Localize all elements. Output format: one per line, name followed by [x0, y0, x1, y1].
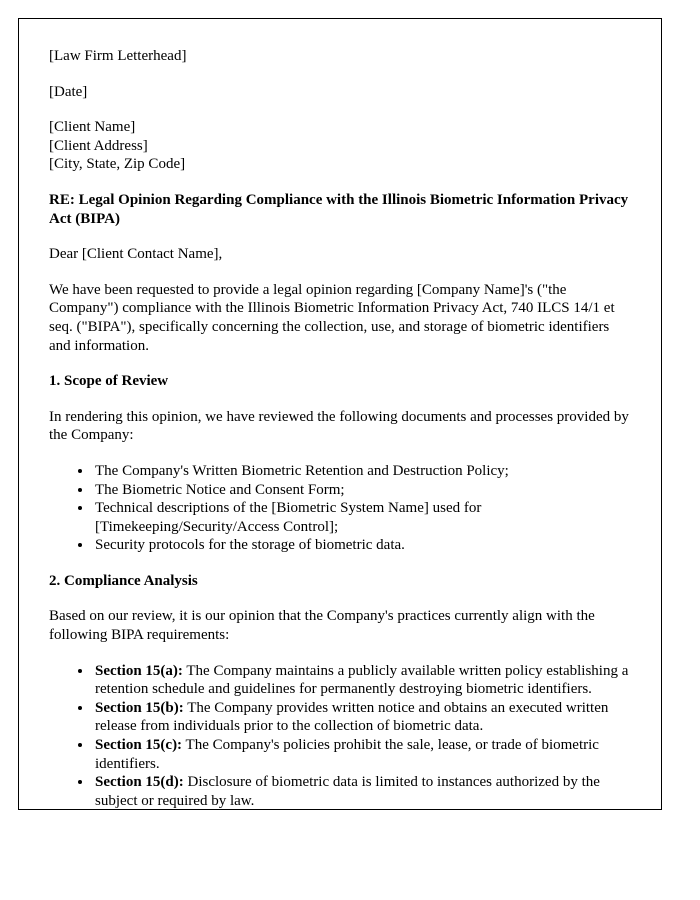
list-item [93, 736, 631, 773]
recipient-name: [Client Name] [49, 119, 136, 136]
intro-paragraph: We have been requested to provide a legal opinion regarding [Company Name]'s ("the Company") compliance with the Illinois Biometric Information Privacy Act, 740 ILCS 14/1 et seq. ("BIPA"), specifically concerning the collection, use, and storage of biometric identifiers and information. [49, 281, 615, 354]
list-item [93, 662, 631, 699]
salutation: Dear [Client Contact Name], [49, 246, 223, 263]
document-page [18, 18, 662, 810]
list-item: • The Company's Written Biometric Retention and Destruction Policy; [93, 462, 631, 481]
list-item [93, 773, 631, 810]
recipient-city-state-zip: [City, State, Zip Code] [49, 156, 186, 173]
letterhead-placeholder: [Law Firm Letterhead] [49, 48, 187, 64]
bullet-text: Disclosure of biometric data is limited to instances authorized by the subject or required by law. [95, 774, 600, 809]
section-2-lead: Based on our review, it is our opinion that the Company's practices currently align with the following BIPA requirements: [49, 608, 595, 644]
recipient-block [49, 118, 631, 174]
section-2-heading: 2. Compliance Analysis [49, 572, 198, 589]
date-placeholder: [Date] [49, 83, 88, 100]
bullet-text: The Company's policies prohibit the sale, lease, or trade of biometric identifiers. [95, 737, 599, 772]
bullet-term: Section 15(b): [95, 699, 184, 716]
bullet-text: The Company provides written notice and obtains an executed written release from individuals prior to the collection of biometric data. [95, 699, 609, 735]
subject-line: RE: Legal Opinion Regarding Compliance with the Illinois Biometric Information Privacy Act (BIPA) [49, 191, 629, 227]
section-1-lead: In rendering this opinion, we have reviewed the following documents and processes provided by the Company: [49, 408, 629, 444]
list-item: • The Biometric Notice and Consent Form; [93, 481, 631, 500]
scope-bullet-list [49, 462, 631, 555]
bullet-text: The Company maintains a publicly available written policy establishing a retention schedule and guidelines for permanently destroying biometric identifiers. [95, 662, 629, 698]
compliance-bullet-list [49, 662, 631, 810]
section-1-heading: 1. Scope of Review [49, 373, 169, 390]
bullet-term: Section 15(d): [95, 774, 184, 791]
recipient-address: [Client Address] [49, 137, 148, 154]
list-item: • Technical descriptions of the [Biometric System Name] used for [Timekeeping/Security/Access Control]; [93, 499, 631, 536]
bullet-term: Section 15(c): [95, 737, 183, 754]
list-item: • Security protocols for the storage of biometric data. [93, 536, 631, 555]
list-item [93, 699, 631, 736]
bullet-term: Section 15(a): [95, 662, 183, 679]
